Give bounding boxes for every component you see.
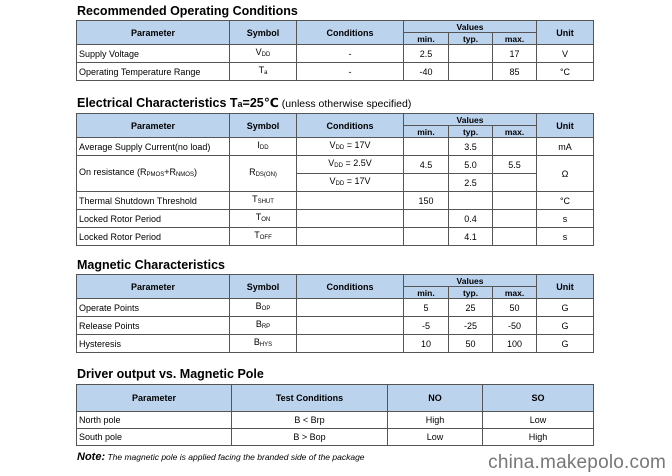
param-cell: Operate Points: [77, 299, 230, 317]
typ-cell: [449, 192, 493, 210]
table-row: [77, 429, 594, 446]
header-conditions: Conditions: [297, 275, 404, 299]
header-min: min.: [404, 287, 449, 299]
roc-title: Recommended Operating Conditions: [77, 4, 298, 18]
header-max: max.: [493, 33, 537, 45]
max-cell: [493, 210, 537, 228]
param-cell: North pole: [77, 412, 232, 429]
header-typ: typ.: [449, 287, 493, 299]
symbol-cell: BRP: [230, 317, 297, 335]
condition-cell: -: [297, 45, 404, 63]
min-cell: -5: [404, 317, 449, 335]
max-cell: 5.5: [493, 156, 537, 174]
param-cell: Locked Rotor Period: [77, 228, 230, 246]
symbol-cell: Ta: [230, 63, 297, 81]
max-cell: 85: [493, 63, 537, 81]
table-row: [77, 45, 594, 63]
min-cell: [404, 228, 449, 246]
header-conditions: Conditions: [297, 114, 404, 138]
symbol-cell: TOFF: [230, 228, 297, 246]
symbol-cell: TON: [230, 210, 297, 228]
header-test-conditions: Test Conditions: [232, 385, 388, 412]
min-cell: [404, 174, 449, 192]
symbol-cell: BHYS: [230, 335, 297, 353]
header-no: NO: [388, 385, 483, 412]
unit-cell: G: [537, 299, 594, 317]
condition-cell: [297, 299, 404, 317]
header-unit: Unit: [537, 275, 594, 299]
mc-title: Magnetic Characteristics: [77, 258, 225, 272]
header-typ: typ.: [449, 33, 493, 45]
max-cell: [493, 174, 537, 192]
unit-cell: G: [537, 317, 594, 335]
table-row: [77, 412, 594, 429]
min-cell: 4.5: [404, 156, 449, 174]
table-row: [77, 192, 594, 210]
param-cell: On resistance (RPMOS+RNMOS): [77, 156, 230, 192]
header-parameter: Parameter: [77, 21, 230, 45]
unit-cell: V: [537, 45, 594, 63]
condition-cell: B > Bop: [232, 429, 388, 446]
ec-title: Electrical Characteristics Ta=25℃ (unless otherwise specified): [77, 96, 412, 110]
header-parameter: Parameter: [77, 275, 230, 299]
symbol-cell: IDD: [230, 138, 297, 156]
footnote: Note: The magnetic pole is applied facing the branded side of the package: [77, 451, 365, 463]
unit-cell: °C: [537, 192, 594, 210]
table-row: [77, 317, 594, 335]
header-unit: Unit: [537, 114, 594, 138]
min-cell: 150: [404, 192, 449, 210]
condition-cell: [297, 317, 404, 335]
header-symbol: Symbol: [230, 21, 297, 45]
header-parameter: Parameter: [77, 385, 232, 412]
typ-cell: 25: [449, 299, 493, 317]
param-cell: Thermal Shutdown Threshold: [77, 192, 230, 210]
unit-cell: Ω: [537, 156, 594, 192]
param-cell: Hysteresis: [77, 335, 230, 353]
header-symbol: Symbol: [230, 114, 297, 138]
so-cell: Low: [483, 412, 594, 429]
typ-cell: 0.4: [449, 210, 493, 228]
min-cell: 2.5: [404, 45, 449, 63]
typ-cell: 2.5: [449, 174, 493, 192]
typ-cell: -25: [449, 317, 493, 335]
symbol-cell: RDS(ON): [230, 156, 297, 192]
unit-cell: mA: [537, 138, 594, 156]
max-cell: [493, 138, 537, 156]
mc-table: [76, 274, 594, 353]
max-cell: [493, 192, 537, 210]
table-row: [77, 335, 594, 353]
min-cell: -40: [404, 63, 449, 81]
param-cell: Locked Rotor Period: [77, 210, 230, 228]
header-unit: Unit: [537, 21, 594, 45]
condition-cell: [297, 228, 404, 246]
header-values: Values: [404, 275, 537, 287]
min-cell: 5: [404, 299, 449, 317]
roc-table: [76, 20, 594, 81]
param-cell: Operating Temperature Range: [77, 63, 230, 81]
typ-cell: 4.1: [449, 228, 493, 246]
param-cell: South pole: [77, 429, 232, 446]
so-cell: High: [483, 429, 594, 446]
max-cell: [493, 228, 537, 246]
typ-cell: 5.0: [449, 156, 493, 174]
header-values: Values: [404, 21, 537, 33]
table-row: [77, 299, 594, 317]
typ-cell: [449, 63, 493, 81]
symbol-cell: VDD: [230, 45, 297, 63]
no-cell: Low: [388, 429, 483, 446]
param-cell: Supply Voltage: [77, 45, 230, 63]
header-so: SO: [483, 385, 594, 412]
condition-cell: -: [297, 63, 404, 81]
ec-table: [76, 113, 594, 246]
header-max: max.: [493, 126, 537, 138]
max-cell: 100: [493, 335, 537, 353]
watermark: china.makepolo.com: [488, 452, 666, 473]
typ-cell: 50: [449, 335, 493, 353]
condition-cell: VDD = 17V: [297, 138, 404, 156]
typ-cell: [449, 45, 493, 63]
header-conditions: Conditions: [297, 21, 404, 45]
unit-cell: G: [537, 335, 594, 353]
table-row: [77, 210, 594, 228]
param-cell: Release Points: [77, 317, 230, 335]
table-row: [77, 156, 594, 174]
unit-cell: °C: [537, 63, 594, 81]
header-min: min.: [404, 126, 449, 138]
condition-cell: B < Brp: [232, 412, 388, 429]
table-row: [77, 63, 594, 81]
header-symbol: Symbol: [230, 275, 297, 299]
header-parameter: Parameter: [77, 114, 230, 138]
dr-title: Driver output vs. Magnetic Pole: [77, 367, 264, 381]
header-values: Values: [404, 114, 537, 126]
max-cell: 17: [493, 45, 537, 63]
unit-cell: s: [537, 228, 594, 246]
typ-cell: 3.5: [449, 138, 493, 156]
header-min: min.: [404, 33, 449, 45]
condition-cell: VDD = 17V: [297, 174, 404, 192]
condition-cell: VDD = 2.5V: [297, 156, 404, 174]
no-cell: High: [388, 412, 483, 429]
min-cell: 10: [404, 335, 449, 353]
max-cell: 50: [493, 299, 537, 317]
condition-cell: [297, 335, 404, 353]
min-cell: [404, 210, 449, 228]
table-row: [77, 138, 594, 156]
max-cell: -50: [493, 317, 537, 335]
header-max: max.: [493, 287, 537, 299]
dr-table: [76, 384, 594, 446]
condition-cell: [297, 210, 404, 228]
header-typ: typ.: [449, 126, 493, 138]
min-cell: [404, 138, 449, 156]
unit-cell: s: [537, 210, 594, 228]
symbol-cell: TSHUT: [230, 192, 297, 210]
condition-cell: [297, 192, 404, 210]
table-row: [77, 228, 594, 246]
param-cell: Average Supply Current(no load): [77, 138, 230, 156]
symbol-cell: BOP: [230, 299, 297, 317]
